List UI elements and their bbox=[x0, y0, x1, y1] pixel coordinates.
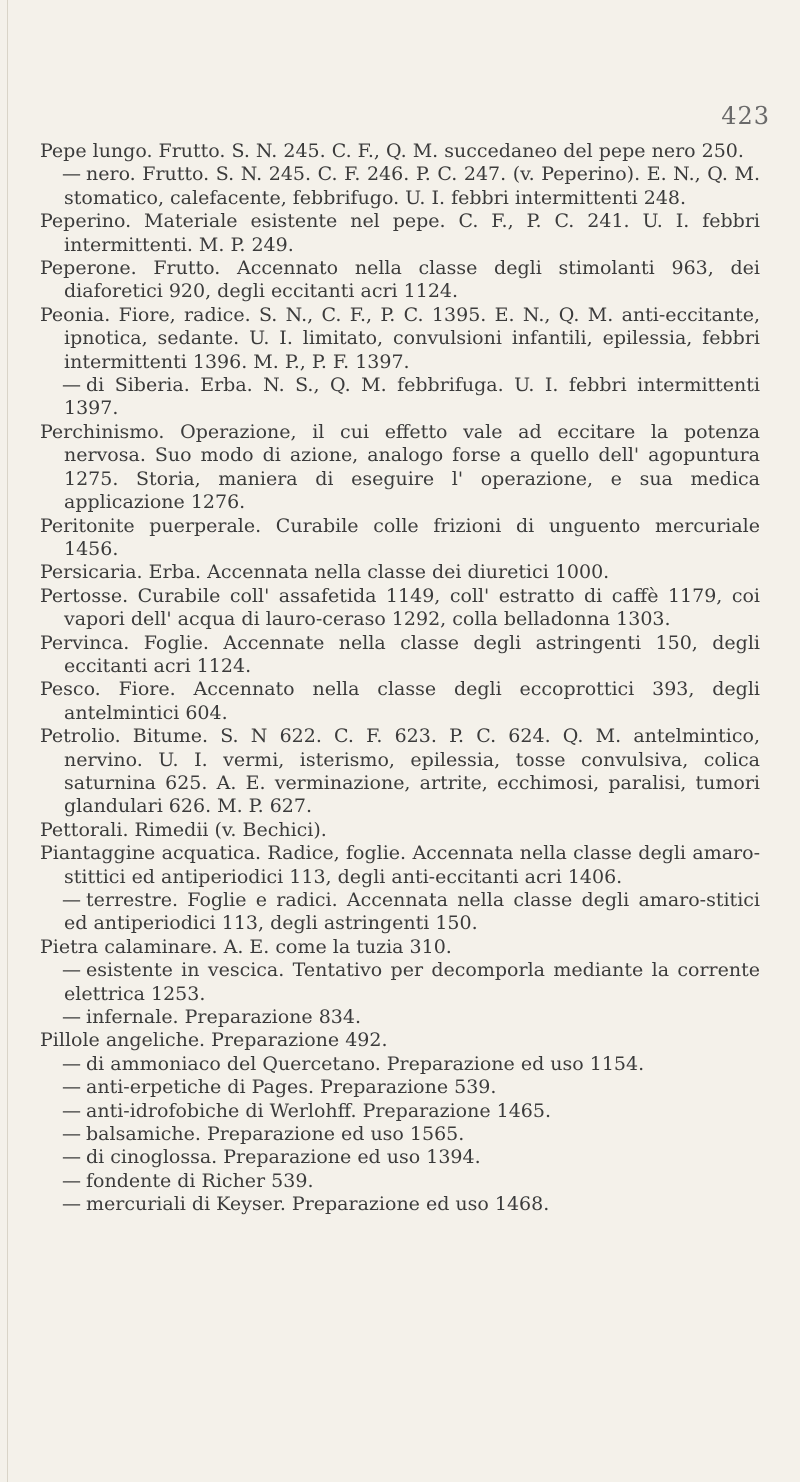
entry-dash: — bbox=[62, 1006, 81, 1029]
entry-pettorali: Pettorali. Rimedii (v. Bechici). bbox=[40, 818, 327, 841]
entry-dash: — bbox=[62, 1193, 81, 1216]
entry-pepe-nero: — nero. Frutto. S. N. 245. C. F. 246. P. C. 247. (v. Peperino). E. N., Q. M. stomatico, calefacente, febbrifugo. U. I. febbri intermittenti 248. bbox=[62, 163, 760, 209]
entry-pietra-calaminare: Pietra calaminare. A. E. come la tuzia 310. bbox=[40, 935, 452, 958]
entry-pillole-mercuriali: — mercuriali di Keyser. Preparazione ed uso 1468. bbox=[62, 1193, 550, 1216]
entry-peritonite: Peritonite puerperale. Curabile colle frizioni di unguento mercuriale 1456. bbox=[40, 514, 760, 560]
entry-dash: — bbox=[62, 889, 81, 911]
page-edge-line bbox=[7, 0, 8, 1482]
entry-pillole-cinoglossa: — di cinoglossa. Preparazione ed uso 1394. bbox=[62, 1146, 481, 1169]
entry-pesco: Pesco. Fiore. Accennato nella classe degli eccoprottici 393, degli antelmintici 604. bbox=[40, 678, 760, 724]
entry-pillole-antiidrofobiche: — anti-idrofobiche di Werlohff. Preparazione 1465. bbox=[62, 1099, 552, 1122]
entry-pertosse: Pertosse. Curabile coll' assafetida 1149, coll' estratto di caffè 1179, coi vapori dell' acqua di lauro-ceraso 1292, colla belladonna 1303. bbox=[40, 584, 760, 631]
entry-dash: — bbox=[62, 163, 81, 186]
entry-pervinca: Pervinca. Foglie. Accennate nella classe degli astringenti 150, degli eccitanti acri 1124. bbox=[40, 631, 760, 677]
entry-pillole-antierpetiche: — anti-erpetiche di Pages. Preparazione 539. bbox=[62, 1076, 497, 1099]
entry-pietra-infernale: — infernale. Preparazione 834. bbox=[62, 1006, 361, 1029]
entry-peperino: Peperino. Materiale esistente nel pepe. C. F., P. C. 241. U. I. febbri intermittenti. M. P. 249. bbox=[40, 210, 760, 256]
entry-pietra-vescica: — esistente in vescica. Tentativo per decomporla mediante la corrente elettrica 1253. bbox=[62, 959, 760, 1005]
entry-dash: — bbox=[62, 1099, 81, 1122]
entry-pillole-balsamiche: — balsamiche. Preparazione ed uso 1565. bbox=[62, 1123, 465, 1146]
entry-pillole-fondente: — fondente di Richer 539. bbox=[62, 1169, 314, 1192]
entry-peonia-siberia: — di Siberia. Erba. N. S., Q. M. febbrifuga. U. I. febbri intermittenti 1397. bbox=[62, 374, 760, 420]
entry-pillole-angeliche: Pillole angeliche. Preparazione 492. bbox=[40, 1029, 388, 1052]
entry-dash: — bbox=[62, 374, 81, 397]
entry-piantaggine-terrestre: — terrestre. Foglie e radici. Accennata nella classe degli amaro-stitici ed antiperiodici 113, degli astringenti 150. bbox=[62, 889, 760, 935]
entry-dash: — bbox=[62, 959, 81, 982]
entry-dash: — bbox=[62, 1123, 81, 1146]
entry-petrolio: Petrolio. Bitume. S. N 622. C. F. 623. P. C. 624. Q. M. antelmintico, nervino. U. I. vermi, isterismo, epilessia, tosse convulsiva, colica saturnina 625. A. E. verminazione, artrite, ecchimosi, paralisi, tumori glandulari 626. M. P. 627. bbox=[40, 725, 760, 818]
entry-pepe-lungo: Pepe lungo. Frutto. S. N. 245. C. F., Q. M. succedaneo del pepe nero 250. bbox=[40, 140, 744, 162]
entry-persicaria: Persicaria. Erba. Accennata nella classe dei diuretici 1000. bbox=[40, 561, 610, 584]
entry-dash: — bbox=[62, 1169, 81, 1192]
entry-dash: — bbox=[62, 1146, 81, 1169]
entry-perchinismo: Perchinismo. Operazione, il cui effetto vale ad eccitare la potenza nervosa. Suo modo di azione, analogo forse a quello dell' agopuntura 1275. Storia, maniera di eseguire l' operazione, e sua medica applicazione 1276. bbox=[40, 420, 760, 514]
index-entries bbox=[40, 140, 760, 1217]
page-number: 423 bbox=[721, 102, 770, 130]
entry-pillole-ammoniaco: — di ammoniaco del Quercetano. Preparazione ed uso 1154. bbox=[62, 1052, 645, 1075]
entry-peperone: Peperone. Frutto. Accennato nella classe degli stimolanti 963, dei diaforetici 920, degli eccitanti acri 1124. bbox=[40, 257, 760, 303]
entry-dash: — bbox=[62, 1076, 81, 1099]
entry-peonia: Peonia. Fiore, radice. S. N., C. F., P. C. 1395. E. N., Q. M. anti-eccitante, ipnotica, sedante. U. I. limitato, convulsioni infantili, epilessia, febbri intermittenti 1396. M. P., P. F. 1397. bbox=[40, 303, 760, 373]
entry-dash: — bbox=[62, 1052, 81, 1075]
entry-piantaggine-acquatica: Piantaggine acquatica. Radice, foglie. Accennata nella classe degli amaro-stittici ed antiperiodici 113, degli anti-eccitanti acri 1406. bbox=[40, 842, 760, 888]
